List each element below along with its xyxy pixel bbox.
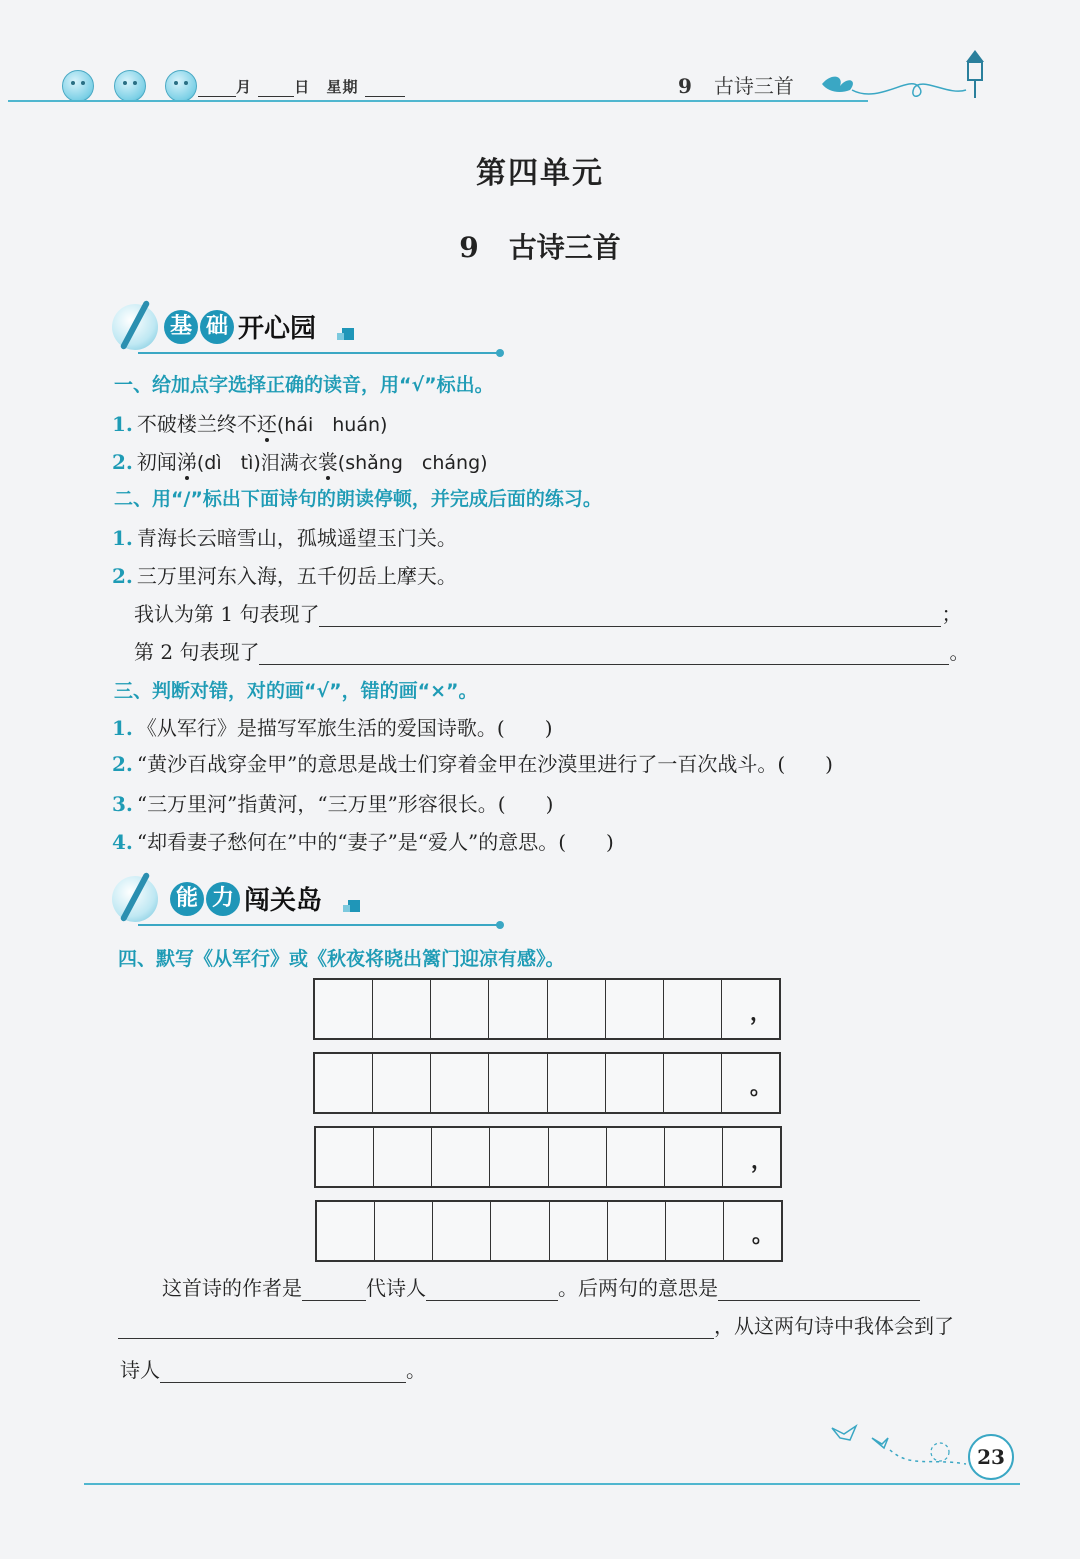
grid-cell[interactable] (375, 1202, 433, 1260)
banner-text: 开心园 (238, 314, 317, 344)
grid-cell[interactable] (373, 1054, 431, 1112)
question-4-heading: 四、默写《从军行》或《秋夜将晓出篱门迎凉有感》。 (118, 948, 565, 970)
butterfly-lamp-decoration-icon (818, 46, 998, 106)
writing-grid-row[interactable] (313, 978, 781, 1040)
item-text: 不破楼兰终不 (136, 412, 257, 436)
grid-cell[interactable] (664, 980, 722, 1038)
grid-cell[interactable] (489, 980, 547, 1038)
answer-blank[interactable] (426, 1278, 558, 1301)
fill-prefix: 第 2 句表现了 (134, 640, 260, 664)
grid-cell[interactable] (607, 1128, 665, 1186)
banner-text: 闯关岛 (244, 886, 323, 916)
grid-cell[interactable] (665, 1128, 723, 1186)
grid-cell-punct (724, 1202, 781, 1260)
square-decoration-icon (342, 328, 354, 340)
question-3-item-3[interactable] (112, 788, 553, 817)
question-4-fill-2 (118, 1310, 954, 1339)
fill-prefix: 我认为第 1 句表现了 (134, 602, 320, 626)
page-number: 23 (968, 1434, 1014, 1480)
fill-text: ，从这两句诗中我体会到了 (714, 1314, 954, 1338)
fill-text: 代诗人 (366, 1276, 426, 1300)
answer-blank[interactable] (319, 604, 941, 627)
question-4-fill-1 (162, 1272, 920, 1301)
answer-blank[interactable] (259, 642, 949, 665)
section-banner-basics (108, 300, 508, 358)
question-2-item-2[interactable] (112, 560, 457, 589)
grid-cell-punct (723, 1128, 780, 1186)
fill-text: 诗人 (120, 1358, 160, 1382)
day-label: 日 (294, 78, 311, 96)
question-2-fill-1 (134, 598, 961, 627)
item-text: 《从军行》是描写军旅生活的爱国诗歌。( ) (136, 716, 553, 740)
answer-blank[interactable] (160, 1360, 406, 1383)
item-text: 青海长云暗雪山，孤城遥望玉门关。 (136, 526, 457, 550)
fill-text: 这首诗的作者是 (162, 1276, 302, 1300)
date-line (198, 76, 405, 97)
banner-bubble: 能 (170, 882, 204, 916)
item-number: 1. (112, 716, 133, 740)
item-number: 1. (112, 526, 133, 550)
grid-cell[interactable] (490, 1128, 548, 1186)
banner-bubble: 基 (164, 310, 198, 344)
item-number: 4. (112, 830, 133, 854)
month-label: 月 (236, 78, 253, 96)
item-number: 1. (112, 412, 133, 436)
question-4-fill-3 (120, 1354, 426, 1383)
weekday-label: 星期 (326, 78, 359, 96)
grid-cell[interactable] (548, 980, 606, 1038)
feather-pen-icon (112, 876, 158, 922)
grid-cell[interactable] (316, 1128, 374, 1186)
lesson-number: 9 (459, 231, 479, 264)
grid-punct: 。 (749, 1074, 772, 1100)
grid-cell[interactable] (374, 1128, 432, 1186)
grid-cell[interactable] (373, 980, 431, 1038)
question-3-item-2[interactable] (112, 748, 833, 777)
question-2-item-1[interactable] (112, 522, 457, 551)
question-2-heading: 二、用“/”标出下面诗句的朗读停顿，并完成后面的练习。 (114, 488, 602, 510)
item-number: 3. (112, 792, 133, 816)
grid-cell[interactable] (432, 1128, 490, 1186)
item-text: 初闻 (136, 450, 177, 474)
dotted-char: 还 (256, 412, 277, 436)
grid-cell[interactable] (548, 1054, 606, 1112)
grid-cell[interactable] (606, 980, 664, 1038)
question-3-heading: 三、判断对错，对的画“√”，错的画“×”。 (114, 680, 478, 702)
item-text: “却看妻子愁何在”中的“妻子”是“爱人”的意思。( ) (136, 830, 614, 854)
fill-suffix: ； (941, 602, 962, 626)
grid-cell[interactable] (489, 1054, 547, 1112)
grid-cell-punct (722, 980, 779, 1038)
question-1-item-2 (112, 446, 488, 475)
grid-cell[interactable] (317, 1202, 375, 1260)
banner-bubble: 础 (200, 310, 234, 344)
question-2-fill-2 (134, 636, 969, 665)
pinyin-options[interactable]: (shǎng cháng) (337, 452, 488, 474)
lesson-title-text: 古诗三首 (508, 231, 621, 264)
item-number: 2. (112, 450, 133, 474)
birds-decoration-icon (830, 1418, 970, 1474)
lesson-title (0, 226, 1080, 266)
item-text: “黄沙百战穿金甲”的意思是战士们穿着金甲在沙漠里进行了一百次战斗。( ) (136, 752, 833, 776)
grid-cell[interactable] (666, 1202, 724, 1260)
neutral-face-icon (114, 70, 146, 102)
banner-bubble: 力 (206, 882, 240, 916)
dotted-char: 裳 (317, 450, 338, 474)
question-1-heading: 一、给加点字选择正确的读音，用“√”标出。 (114, 374, 494, 396)
answer-blank[interactable] (718, 1278, 920, 1301)
grid-cell[interactable] (431, 1054, 489, 1112)
unit-title: 第四单元 (476, 156, 604, 191)
banner-rule (138, 924, 500, 926)
item-number: 2. (112, 564, 133, 588)
grid-cell[interactable] (433, 1202, 491, 1260)
pinyin-options[interactable]: (dì tì)泪满衣 (196, 452, 318, 474)
grid-cell[interactable] (315, 980, 373, 1038)
dotted-char: 涕 (176, 450, 197, 474)
question-3-item-4[interactable] (112, 826, 614, 855)
grid-cell-punct (722, 1054, 779, 1112)
question-1-item-1 (112, 408, 387, 437)
grid-punct: 。 (751, 1222, 774, 1248)
footer-rule (84, 1483, 1020, 1485)
header-lesson-title: 古诗三首 (713, 74, 794, 98)
item-text: “三万里河”指黄河，“三万里”形容很长。( ) (136, 792, 554, 816)
grid-punct: ， (749, 1000, 772, 1026)
smile-face-icon (62, 70, 94, 102)
grid-cell[interactable] (608, 1202, 666, 1260)
header-lesson (678, 70, 794, 99)
header-lesson-number: 9 (678, 74, 692, 98)
banner-rule (138, 352, 500, 354)
item-number: 2. (112, 752, 133, 776)
grid-cell[interactable] (550, 1202, 608, 1260)
question-3-item-1[interactable] (112, 712, 553, 741)
grid-cell[interactable] (315, 1054, 373, 1112)
fill-text: 。后两句的意思是 (558, 1276, 718, 1300)
grid-cell[interactable] (664, 1054, 722, 1112)
answer-blank[interactable] (118, 1316, 714, 1339)
writing-grid-row[interactable] (313, 1052, 781, 1114)
grid-cell[interactable] (606, 1054, 664, 1112)
answer-blank[interactable] (302, 1278, 366, 1301)
item-text: 三万里河东入海，五千仞岳上摩天。 (136, 564, 457, 588)
fill-text: 。 (406, 1358, 426, 1382)
sad-face-icon (165, 70, 197, 102)
header-rule (8, 100, 868, 102)
grid-cell[interactable] (549, 1128, 607, 1186)
section-banner-ability (108, 872, 508, 930)
grid-cell[interactable] (431, 980, 489, 1038)
grid-punct: ， (750, 1148, 773, 1174)
pinyin-options[interactable]: (hái huán) (276, 414, 388, 436)
grid-cell[interactable] (491, 1202, 549, 1260)
writing-grid-row[interactable] (314, 1126, 782, 1188)
fill-suffix: 。 (949, 640, 970, 664)
square-decoration-icon (348, 900, 360, 912)
writing-grid-row[interactable] (315, 1200, 783, 1262)
feather-pen-icon (112, 304, 158, 350)
